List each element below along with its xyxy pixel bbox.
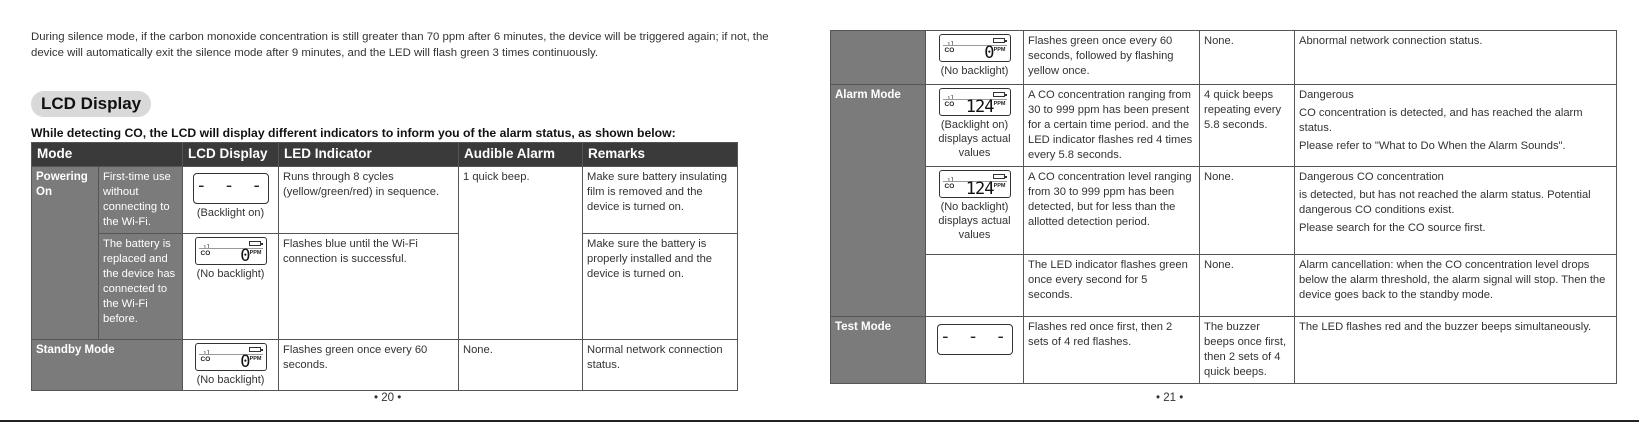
- lcd-cell-empty: [926, 255, 1024, 317]
- remarks-line: Please refer to "What to Do When the Alarm Sounds".: [1299, 140, 1566, 152]
- remarks-line: Dangerous: [1299, 89, 1354, 101]
- lcd-caption: (No backlight) displays actual values: [938, 201, 1011, 241]
- led-cell: Runs through 8 cycles (yellow/green/red) in sequence.: [279, 167, 459, 234]
- lcd-dashes-icon: - - -: [193, 173, 269, 204]
- table-row: [831, 31, 1617, 85]
- remarks-cell: Alarm cancellation: when the CO concentration level drops below the alarm threshold, the alarm signal will stop. Then the device goes back to the standby mode.: [1295, 255, 1617, 317]
- led-cell: Flashes blue until the Wi-Fi connection is successful.: [279, 234, 459, 340]
- section-title: LCD Display: [31, 91, 151, 117]
- remarks-cell: Normal network connection status.: [583, 340, 738, 391]
- table-row: [831, 167, 1617, 255]
- bottom-rule: [0, 420, 1639, 422]
- led-cell: A CO concentration ranging from 30 to 999 ppm has been present for a certain time period. and the LED indicator flashes red 4 times every 5.8 seconds.: [1024, 85, 1200, 167]
- lcd-zero-icon: CO 0 PPM: [195, 343, 267, 371]
- page-number: • 20 •: [374, 392, 402, 404]
- lcd-caption: (Backlight on) displays actual values: [938, 119, 1011, 159]
- audible-cell: 1 quick beep.: [459, 167, 583, 340]
- lcd-cell: [183, 234, 279, 340]
- page-21: [820, 0, 1639, 442]
- mode-alarm: Alarm Mode: [831, 85, 926, 317]
- led-cell: The LED indicator flashes green once every second for 5 seconds.: [1024, 255, 1200, 317]
- remarks-line: is detected, but has not reached the alarm status. Potential dangerous CO conditions exist.: [1299, 189, 1591, 216]
- remarks-line: CO concentration is detected, and has reached the alarm status.: [1299, 107, 1583, 134]
- lcd-cell: [926, 31, 1024, 85]
- led-cell: A CO concentration level ranging from 30 to 999 ppm has been detected, but for less than the allotted detection period.: [1024, 167, 1200, 255]
- led-cell: Flashes green once every 60 seconds, followed by flashing yellow once.: [1024, 31, 1200, 85]
- remarks-cell: [1295, 85, 1617, 167]
- remarks-cell: Make sure the battery is properly installed and the device is turned on.: [583, 234, 738, 340]
- subheading: While detecting CO, the LCD will display different indicators to inform you of the alarm status, as shown below:: [31, 126, 676, 140]
- lcd-caption: (No backlight): [196, 268, 265, 280]
- audible-cell: None.: [1200, 31, 1295, 85]
- remarks-cell: The LED flashes red and the buzzer beeps simultaneously.: [1295, 317, 1617, 384]
- lcd-cell: [926, 317, 1024, 384]
- header-remarks: Remarks: [583, 143, 738, 167]
- lcd-cell: [183, 340, 279, 391]
- remarks-line: Please search for the CO source first.: [1299, 222, 1486, 234]
- lcd-value-icon: CO 124 PPM: [939, 170, 1011, 198]
- lcd-dashes-icon: - - -: [937, 324, 1013, 355]
- lcd-caption: (Backlight on): [196, 207, 265, 219]
- lcd-status-table: [31, 142, 738, 391]
- lcd-cell: [926, 85, 1024, 167]
- page-number: • 21 •: [1156, 392, 1184, 404]
- audible-cell: 4 quick beeps repeating every 5.8 seconds.: [1200, 85, 1295, 167]
- table-row: [831, 317, 1617, 384]
- lcd-zero-icon: CO 0 PPM: [939, 34, 1011, 62]
- remarks-cell: Abnormal network connection status.: [1295, 31, 1617, 85]
- table-row: [831, 85, 1617, 167]
- remarks-line: Dangerous CO concentration: [1299, 171, 1444, 183]
- mode-cell-empty: [831, 31, 926, 85]
- intro-paragraph: During silence mode, if the carbon monoxide concentration is still greater than 70 ppm after 6 minutes, the device will be triggered again; if not, the device will automatically exit the silence mode after 9 minutes, and the LED will flash green 3 times continuously.: [31, 31, 769, 59]
- header-mode: Mode: [32, 143, 183, 167]
- mode-test: Test Mode: [831, 317, 926, 384]
- lcd-value-icon: CO 124 PPM: [939, 88, 1011, 116]
- remarks-cell: Make sure battery insulating film is removed and the device is turned on.: [583, 167, 738, 234]
- sub-first-time: First-time use without connecting to the Wi-Fi.: [99, 167, 183, 234]
- lcd-zero-icon: CO 0 PPM: [195, 237, 267, 265]
- header-lcd: LCD Display: [183, 143, 279, 167]
- header-audible: Audible Alarm: [459, 143, 583, 167]
- mode-powering-on: Powering On: [32, 167, 99, 340]
- sub-battery-replaced: The battery is replaced and the device has connected to the Wi-Fi before.: [99, 234, 183, 340]
- lcd-caption: (No backlight): [940, 65, 1009, 77]
- audible-cell: None.: [459, 340, 583, 391]
- remarks-cell: [1295, 167, 1617, 255]
- table-header-row: [32, 143, 738, 167]
- lcd-caption: (No backlight): [196, 374, 265, 386]
- table-row: [32, 234, 738, 340]
- table-row: [32, 340, 738, 391]
- audible-cell: None.: [1200, 167, 1295, 255]
- table-row: [32, 167, 738, 234]
- lcd-status-table-continued: [830, 30, 1617, 384]
- led-cell: Flashes red once first, then 2 sets of 4 red flashes.: [1024, 317, 1200, 384]
- lcd-cell: [183, 167, 279, 234]
- header-led: LED Indicator: [279, 143, 459, 167]
- lcd-cell: [926, 167, 1024, 255]
- table-row: [831, 255, 1617, 317]
- mode-standby: Standby Mode: [32, 340, 183, 391]
- audible-cell: The buzzer beeps once first, then 2 sets of 4 quick beeps.: [1200, 317, 1295, 384]
- led-cell: Flashes green once every 60 seconds.: [279, 340, 459, 391]
- audible-cell: None.: [1200, 255, 1295, 317]
